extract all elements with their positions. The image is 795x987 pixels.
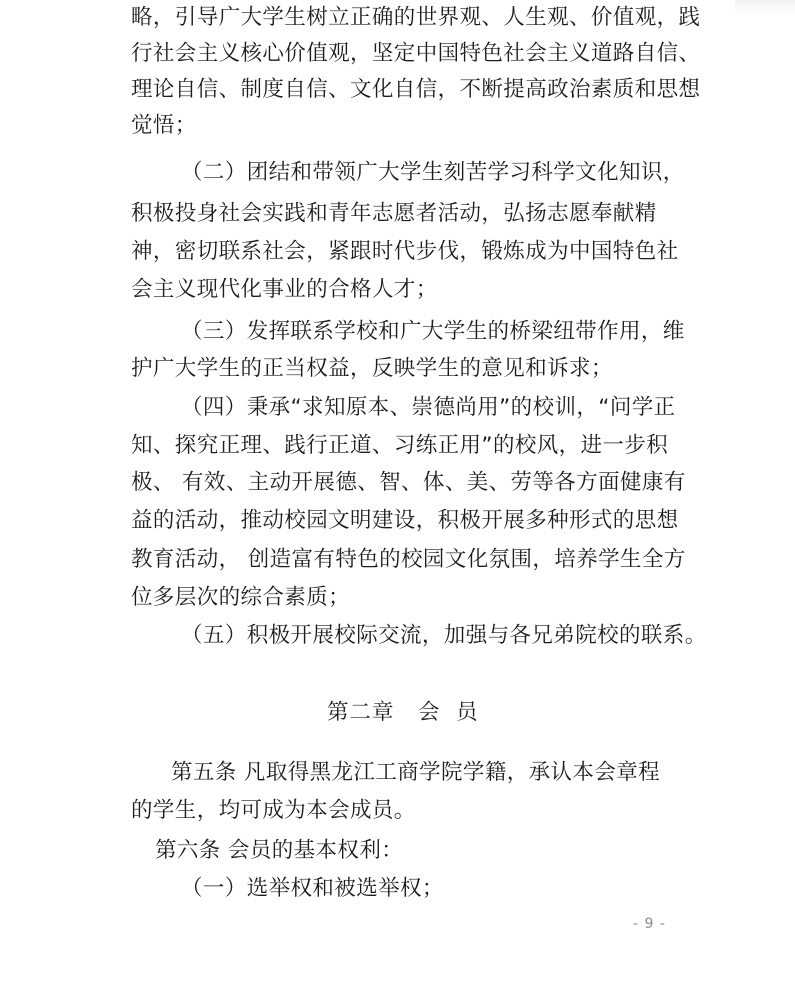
text-line: 会主义现代化事业的合格人才； bbox=[131, 277, 438, 302]
page-number: - 9 - bbox=[633, 916, 666, 932]
text-line: 第五条 凡取得黑龙江工商学院学籍，承认本会章程 bbox=[171, 760, 661, 785]
text-line: 教育活动， 创造富有特色的校园文化氛围，培养学生全方 bbox=[131, 547, 686, 572]
text-line: （三）发挥联系学校和广大学生的桥梁纽带作用，维 bbox=[181, 319, 685, 344]
text-line: 的学生，均可成为本会成员。 bbox=[131, 798, 416, 823]
text-line: 神，密切联系社会，紧跟时代步伐，锻炼成为中国特色社 bbox=[131, 239, 679, 264]
text-line: 行社会主义核心价值观，坚定中国特色社会主义道路自信、 bbox=[131, 41, 701, 66]
scan-edge-shadow bbox=[735, 0, 795, 14]
text-line: 位多层次的综合素质； bbox=[131, 585, 351, 610]
text-line: （四）秉承“求知原本、崇德尚用”的校训，“问学正 bbox=[181, 395, 676, 420]
text-line: 积极投身社会实践和青年志愿者活动，弘扬志愿奉献精 bbox=[131, 201, 657, 226]
chapter-title: 第二章 会 员 bbox=[327, 700, 479, 725]
text-line: 极、 有效、主动开展德、智、体、美、劳等各方面健康有 bbox=[131, 470, 686, 495]
text-line: （一）选举权和被选举权； bbox=[181, 876, 444, 901]
text-line: 略，引导广大学生树立正确的世界观、人生观、价值观，践 bbox=[131, 5, 701, 30]
text-line: 觉悟； bbox=[131, 113, 197, 138]
text-line: 知、探究正理、践行正道、习练正用”的校风，进一步积 bbox=[131, 433, 669, 458]
text-line: （五）积极开展校际交流，加强与各兄弟院校的联系。 bbox=[181, 623, 707, 648]
text-line: （二）团结和带领广大学生刻苦学习科学文化知识， bbox=[181, 160, 685, 185]
text-line: 护广大学生的正当权益，反映学生的意见和诉求； bbox=[131, 356, 613, 381]
text-line: 理论自信、制度自信、文化自信，不断提高政治素质和思想 bbox=[131, 77, 701, 102]
text-line: 益的活动，推动校园文明建设，积极开展多种形式的思想 bbox=[131, 508, 679, 533]
text-line: 第六条 会员的基本权利： bbox=[155, 838, 404, 863]
